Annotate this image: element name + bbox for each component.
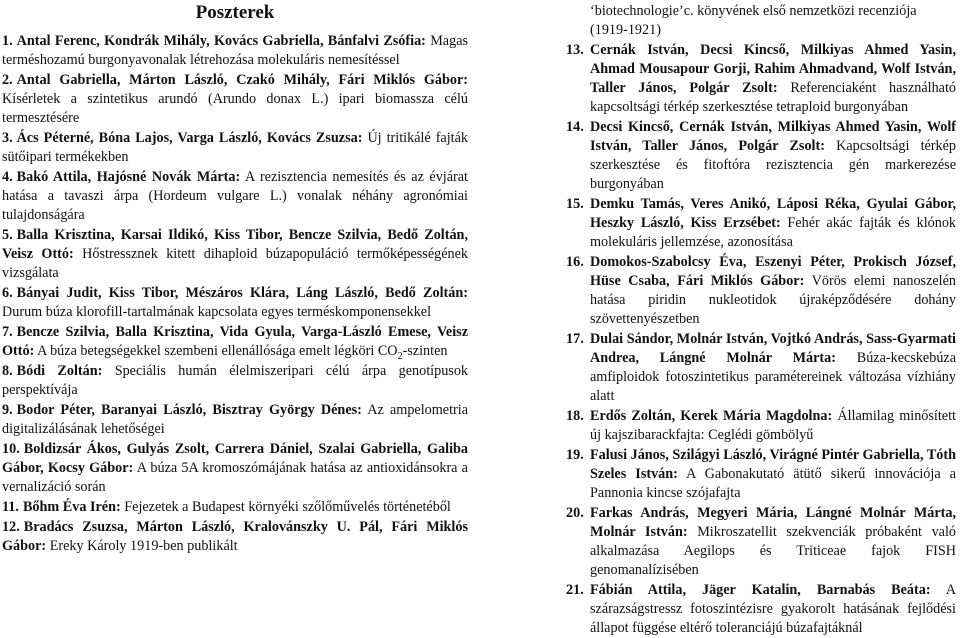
item-authors: Demku Tamás, Veres Anikó, Láposi Réka, Gyulai Gábor, Heszky László, Kiss Erzsébet: (590, 196, 956, 231)
item-title: Új tritikálé fajták sütőipari termékekben (2, 130, 469, 165)
list-item: 11. Bőhm Éva Irén: Fejezetek a Budapest környéki szőlőművelés történetéből (2, 499, 451, 515)
item-title: Mikroszatellit szekvenciák próbaként való alkalmazása Aegilops és Triticeae fajok FISH genomanalízisében (590, 524, 956, 578)
list-item: 5. Balla Krisztina, Karsai Ildikó, Kiss Tibor, Bencze Szilvia, Bedő Zoltán, Veisz Ottó: Hőstressznek kitett dihaploid búzapopuláció termőképességének vizsgálata (2, 227, 469, 281)
list-item: 2. Antal Gabriella, Márton László, Czakó Mihály, Fári Miklós Gábor: Kísérletek a szintetikus arundó (Arundo donax L.) ipari biomassza célú termesztésére (2, 72, 468, 126)
item-title: Államilag minősített új kajszibarackfajta: Ceglédi gömbölyű (590, 408, 956, 443)
list-item: 12. Bradács Zsuzsa, Márton László, Kralovánszky U. Pál, Fári Miklós Gábor: Ereky Károly 1919-ben publikált (2, 519, 468, 554)
list-item: 7. Bencze Szilvia, Balla Krisztina, Vida Gyula, Varga-László Emese, Veisz Ottó: A búza betegségekkel szembeni ellenállósága emelt légköri $CO_2$-szinten (2, 324, 468, 362)
item-authors: Antal Gabriella, Márton László, Czakó Mihály, Fári Miklós Gábor: (16, 72, 468, 88)
continued-item-text: ‘biotechnologie’c. könyvének első nemzetközi recenziója (1919-1921) (590, 3, 917, 38)
list-item: 14. Decsi Kincső, Cernák István, Milkiyas Ahmed Yasin, Wolf István, Taller János, Polgár Zsolt: Kapcsoltsági térkép szerkesztése és fitoftóra rezisztencia gén markerezése burgonyában (566, 119, 957, 192)
item-authors: Fábián Attila, Jäger Katalin, Barnabás Beáta: (590, 582, 931, 598)
item-title: Referenciaként használható kapcsoltsági térkép szerkesztése tetraploid burgonyában (590, 80, 956, 115)
item-authors: Cernák István, Decsi Kincső, Milkiyas Ahmed Yasin, Ahmad Mousapour Gorji, Rahim Ahmadvand, Wolf István, Taller János, Polgár Zsolt: (590, 42, 956, 96)
item-authors: Balla Krisztina, Karsai Ildikó, Kiss Tibor, Bencze Szilvia, Bedő Zoltán, Veisz Ottó: (2, 227, 468, 262)
item-title: Fejezetek a Budapest környéki szőlőművelés történetéből (124, 499, 451, 515)
list-item: 15. Demku Tamás, Veres Anikó, Láposi Réka, Gyulai Gábor, Heszky László, Kiss Erzsébet: Fehér akác fajták és klónok molekuláris jellemzése, azonosítása (566, 196, 957, 250)
right-column (566, 0, 960, 636)
item-authors: Domokos-Szabolcsy Éva, Eszenyi Péter, Prokisch József, Hüse Csaba, Fári Miklós Gábor: (590, 254, 956, 289)
item-title: A szárazságstressz fotoszintézisre gyakorolt hatásának fejlődési állapot függése eltérő toleranciájú búzafajtáknál (590, 582, 957, 636)
item-title: Fehér akác fajták és klónok molekuláris jellemzése, azonosítása (590, 215, 957, 250)
item-title: Kísérletek a szintetikus arundó (Arundo donax L.) ipari biomassza célú termesztésére (2, 91, 468, 126)
item-title: A Gabonakutató ätütő sikerű innovációja a Pannonia kincse szójafajta (590, 466, 956, 501)
item-authors: Bodor Péter, Baranyai László, Bisztray György Dénes: (16, 402, 362, 418)
item-authors: Bencze Szilvia, Balla Krisztina, Vida Gyula, Varga-László Emese, Veisz Ottó: (2, 324, 468, 359)
item-authors: Bányai Judit, Kiss Tibor, Mészáros Klára, Láng László, Bedő Zoltán: (16, 285, 468, 301)
poster-list-left (2, 32, 468, 556)
item-authors: Bakó Attila, Hajósné Novák Márta: (16, 169, 241, 185)
list-item: 21. Fábián Attila, Jäger Katalin, Barnabás Beáta: A szárazságstressz fotoszintézisre gyakorolt hatásának fejlődési állapot függése eltérő toleranciájú búzafajtáknál (566, 582, 957, 636)
item-title: Durum búza klorofill-tartalmának kapcsolata egyes terméskomponensekkel (2, 304, 432, 320)
list-item: 17. Dulai Sándor, Molnár István, Vojtkó András, Sass-Gyarmati Andrea, Lángné Molnár Márta: Búza-kecskebúza amfiploidok fotoszintetikus paramétereinek változása vízhiány alatt (566, 331, 957, 404)
item-authors: Bradács Zsuzsa, Márton László, Kralovánszky U. Pál, Fári Miklós Gábor: (2, 519, 468, 554)
item-authors: Antal Ferenc, Kondrák Mihály, Kovács Gabriella, Bánfalvi Zsófia: (16, 33, 426, 49)
list-item: 10. Boldizsár Ákos, Gulyás Zsolt, Carrera Dániel, Szalai Gabriella, Galiba Gábor, Kocsy Gábor: A búza 5A kromoszómájának hatása az antioxidánsokra a vernalizáció során (2, 441, 468, 495)
list-item: 1. Antal Ferenc, Kondrák Mihály, Kovács Gabriella, Bánfalvi Zsófia: Magas terméshozamú burgonyavonalak létrehozása molekuláris nemesítéssel (2, 33, 469, 68)
list-item: 20. Farkas András, Megyeri Mária, Lángné Molnár Márta, Molnár István: Mikroszatellit szekvenciák próbaként való alkalmazása Aegilops és Triticeae fajok FISH genomanalízisében (566, 505, 956, 578)
poster-list-right (566, 41, 956, 638)
item-authors: Boldizsár Ákos, Gulyás Zsolt, Carrera Dániel, Szalai Gabriella, Galiba Gábor, Kocsy Gábor: (2, 441, 468, 476)
item-title: Hőstressznek kitett dihaploid búzapopuláció termőképességének vizsgálata (2, 246, 469, 281)
list-item: 6. Bányai Judit, Kiss Tibor, Mészáros Klára, Láng László, Bedő Zoltán: Durum búza klorofill-tartalmának kapcsolata egyes terméskomponensekkel (2, 285, 468, 320)
list-item: 19. Falusi János, Szilágyi László, Virágné Pintér Gabriella, Tóth Szeles István: A Gabonakutató ätütő sikerű innovációja a Pannonia kincse szójafajta (566, 447, 957, 501)
page-heading: Poszterek (195, 2, 275, 23)
item-title: Kapcsoltsági térkép szerkesztése és fitoftóra rezisztencia gén markerezése burgonyában (590, 138, 957, 192)
list-item: 8. Bódi Zoltán: Speciális humán élelmiszeripari célú árpa genotípusok perspektívája (2, 363, 469, 398)
item-authors: Decsi Kincső, Cernák István, Milkiyas Ahmed Yasin, Wolf István, Taller János, Polgár Zsolt: (590, 119, 956, 154)
item-title: Az ampelometria digitalizálásának lehetőségei (2, 402, 469, 437)
item-title: Ereky Károly 1919-ben publikált (49, 538, 238, 554)
list-item: 9. Bodor Péter, Baranyai László, Bisztray György Dénes: Az ampelometria digitalizálásának lehetőségei (2, 402, 469, 437)
list-item: 13. Cernák István, Decsi Kincső, Milkiyas Ahmed Yasin, Ahmad Mousapour Gorji, Rahim Ahmadvand, Wolf István, Taller János, Polgár Zsolt: Referenciaként használható kapcsoltsági térkép szerkesztése tetraploid burgonyában (566, 42, 956, 115)
item-title: Vörös elemi nanoszelén hatása piridin nukleotidok újraképződésére dohány szövettenyészetben (590, 273, 956, 327)
item-title: Speciális humán élelmiszeripari célú árpa genotípusok perspektívája (2, 363, 469, 398)
item-title: Magas terméshozamú burgonyavonalak létrehozása molekuláris nemesítéssel (2, 33, 469, 68)
item-title: A búza betegségekkel szembeni ellenállósága emelt légköri $CO_2$-szinten (37, 343, 448, 362)
list-item: 4. Bakó Attila, Hajósné Novák Márta: A rezisztencia nemesítés és az évjárat hatása a tavaszi árpa (Hordeum vulgare L.) vonalak néhány agronómiai tulajdonságára (2, 169, 468, 223)
list-item: 3. Ács Péterné, Bóna Lajos, Varga László, Kovács Zsuzsa: Új tritikálé fajták sütőipari termékekben (2, 130, 469, 165)
item-title: A búza 5A kromoszómájának hatása az antioxidánsokra a vernalizáció során (2, 460, 468, 495)
item-authors: Bódi Zoltán: (16, 363, 103, 379)
item-title: Búza-kecskebúza amfiploidok fotoszintetikus paramétereinek változása vízhiány alatt (590, 350, 957, 404)
item-authors: Ács Péterné, Bóna Lajos, Varga László, Kovács Zsuzsa: (16, 130, 363, 146)
list-item: 16. Domokos-Szabolcsy Éva, Eszenyi Péter, Prokisch József, Hüse Csaba, Fári Miklós Gábor: Vörös elemi nanoszelén hatása piridin nukleotidok újraképződésére dohány szövettenyészetben (566, 254, 956, 327)
item-authors: Erdős Zoltán, Kerek Mária Magdolna: (590, 408, 833, 424)
item-authors: Dulai Sándor, Molnár István, Vojtkó András, Sass-Gyarmati Andrea, Lángné Molnár Márta: (590, 331, 956, 366)
list-item: 18. Erdős Zoltán, Kerek Mária Magdolna: Államilag minősített új kajszibarackfajta: Ceglédi gömbölyű (566, 408, 956, 443)
item-authors: Falusi János, Szilágyi László, Virágné Pintér Gabriella, Tóth Szeles István: (590, 447, 957, 482)
item-authors: Farkas András, Megyeri Mária, Lángné Molnár Márta, Molnár István: (590, 505, 956, 540)
item-authors: Bőhm Éva Irén: (22, 499, 121, 515)
left-column (0, 0, 474, 620)
item-title: A rezisztencia nemesítés és az évjárat hatása a tavaszi árpa (Hordeum vulgare L.) vonalak néhány agronómiai tulajdonságára (2, 169, 468, 223)
